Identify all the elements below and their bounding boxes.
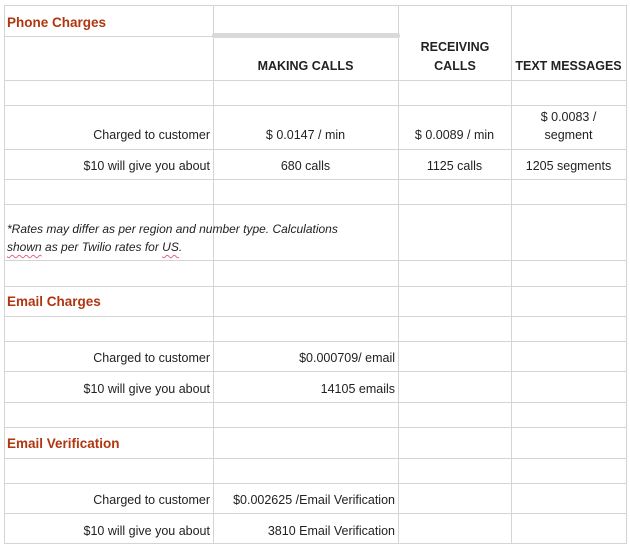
email-row-charged-label: Charged to customer: [93, 351, 210, 365]
email-row-ten-dollar-label: $10 will give you about: [83, 382, 210, 396]
grid-line: [4, 260, 627, 261]
verification-count: 3810 Email Verification: [267, 524, 395, 538]
grid-line: [4, 543, 627, 544]
grid-line: [4, 316, 627, 317]
grid-line: [4, 179, 627, 180]
grid-line: [4, 105, 627, 106]
rates-note-text: .: [178, 240, 183, 254]
grid-line: [213, 5, 214, 544]
grid-line: [4, 458, 627, 459]
phone-text-messages-count: 1205 segments: [525, 159, 612, 173]
grid-line: [4, 149, 627, 150]
phone-text-messages-rate: $ 0.0083 / segment: [540, 110, 597, 142]
email-verification-title: Email Verification: [7, 436, 120, 451]
grid-line: [511, 5, 512, 544]
grid-line: [4, 483, 627, 484]
phone-charges-title: Phone Charges: [7, 15, 107, 30]
grid-line: [4, 286, 627, 287]
grid-line: [4, 371, 627, 372]
phone-row-ten-dollar-label: $10 will give you about: [83, 159, 210, 173]
grid-line: [4, 36, 214, 37]
rates-note-text: *Rates may differ as per region and number type. Calculations: [7, 222, 338, 236]
email-charges-title: Email Charges: [7, 294, 101, 309]
rates-note-us: US: [162, 240, 179, 254]
grid-line: [4, 5, 627, 6]
phone-making-calls-count: 680 calls: [280, 159, 331, 173]
grid-line: [626, 5, 627, 544]
header-receiving-calls: RECEIVING CALLS: [420, 40, 490, 73]
header-making-calls: MAKING CALLS: [257, 59, 354, 73]
grid-line: [4, 427, 627, 428]
spreadsheet-grid: [4, 5, 627, 544]
phone-receiving-calls-count: 1125 calls: [426, 159, 483, 173]
grid-line: [4, 513, 627, 514]
phone-receiving-calls-rate: $ 0.0089 / min: [414, 128, 495, 142]
grid-line: [4, 204, 627, 205]
grid-line: [4, 402, 627, 403]
verification-row-ten-dollar-label: $10 will give you about: [83, 524, 210, 538]
rates-note-shown: shown: [7, 240, 42, 254]
phone-making-calls-rate: $ 0.0147 / min: [265, 128, 346, 142]
email-count: 14105 emails: [320, 382, 395, 396]
grid-line: [4, 80, 627, 81]
grid-line: [4, 5, 5, 544]
grid-line: [4, 341, 627, 342]
rates-note-text: as per Twilio rates for: [41, 240, 163, 254]
grid-line: [398, 5, 399, 544]
column-resize-handle[interactable]: [212, 33, 400, 38]
phone-row-charged-label: Charged to customer: [93, 128, 210, 142]
verification-row-charged-label: Charged to customer: [93, 493, 210, 507]
email-rate: $0.000709/ email: [299, 351, 395, 365]
header-text-messages: TEXT MESSAGES: [515, 59, 622, 73]
verification-rate: $0.002625 /Email Verification: [233, 493, 395, 507]
rates-note: [7, 220, 392, 256]
